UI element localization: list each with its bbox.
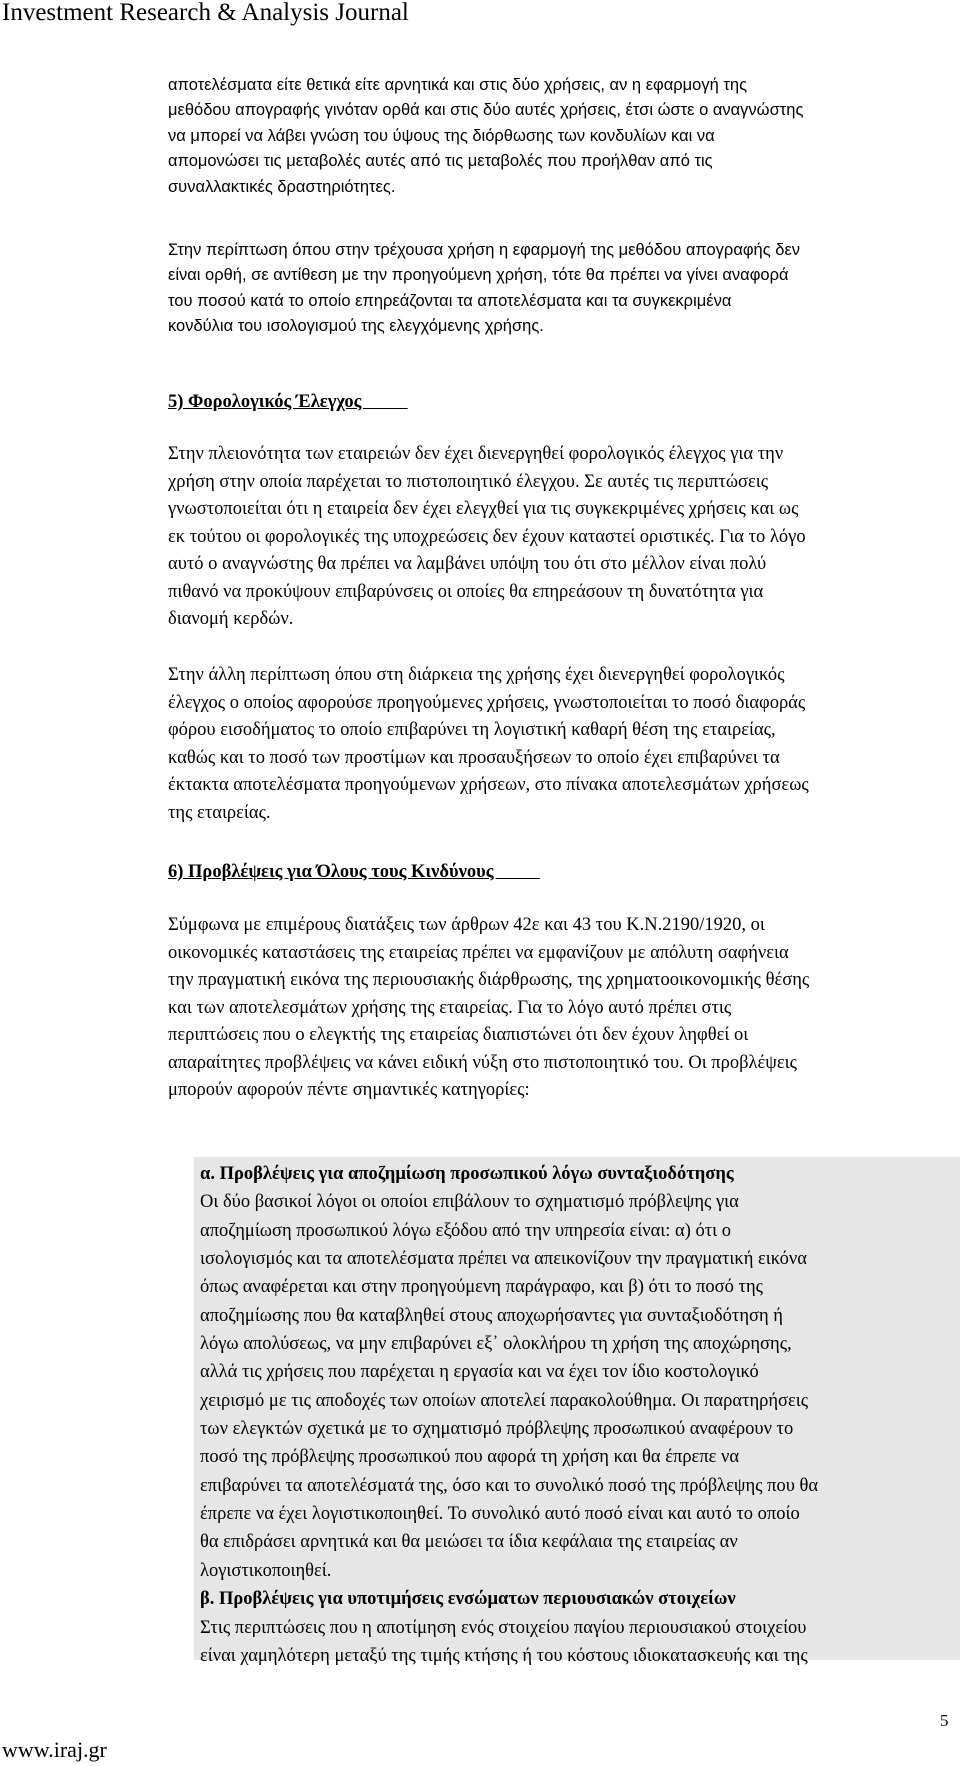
text-line: λόγω απολύσεως, να μην επιβαρύνει εξ᾽ ολοκλήρου τη χρήση της αποχώρησης, xyxy=(200,1334,792,1355)
text-line: την πραγματική εικόνα της περιουσιακής διάρθρωσης, της χρηματοοικονομικής θέσης xyxy=(168,970,810,990)
text-line: είναι ορθή, σε αντίθεση με την προηγούμενη χρήση, τότε θα πρέπει να γίνει αναφορά xyxy=(168,266,789,285)
text-line: Στις περιπτώσεις που η αποτίμηση ενός στοιχείου παγίου περιουσιακού στοιχείου xyxy=(200,1617,807,1638)
text-line: έπρεπε να έχει λογιστικοποιηθεί. Το συνολικό αυτό ποσό είναι και αυτό το οποίο xyxy=(200,1504,800,1525)
text-line: οικονομικές καταστάσεις της εταιρείας πρέπει να εμφανίζουν με απόλυτη σαφήνεια xyxy=(168,942,789,963)
text-line: χρήση στην οποία παρέχεται το πιστοποιητικό έλεγχου. Σε αυτές τις περιπτώσεις xyxy=(168,471,769,492)
paragraph-inventory-method xyxy=(168,238,800,340)
section-heading-tax-audit: 5) Φορολογικός Έλεγχος xyxy=(168,392,408,412)
text-line: απαραίτητες προβλέψεις να κάνει ειδική νύξη στο πιστοποιητικό του. Οι προβλέψεις xyxy=(168,1052,797,1073)
paragraph-provisions-law xyxy=(168,912,809,1105)
text-line: ισολογισμός και τα αποτελέσματα πρέπει να απεικονίζουν την πραγματική εικόνα xyxy=(200,1249,807,1270)
section-heading-provisions: 6) Προβλέψεις για Όλους τους Κινδύνους xyxy=(168,862,540,882)
text-line: Στην πλειονότητα των εταιρειών δεν έχει διενεργηθεί φορολογικός έλεγχος για την xyxy=(168,444,784,464)
text-line: έκτακτα αποτελέσματα προηγούμενων χρήσεων, στο πίνακα αποτελεσμάτων χρήσεως xyxy=(168,775,809,795)
text-line: είναι χαμηλότερη μεταξύ της τιμής κτήσης ή του κόστους ιδιοκατασκευής και της xyxy=(200,1645,808,1666)
subheading-asset-impairment: β. Προβλέψεις για υποτιμήσεις ενσώματων περιουσιακών στοιχείων xyxy=(200,1589,736,1610)
text-line: διανομή κερδών. xyxy=(168,609,294,629)
text-line: αυτό ο αναγνώστης θα πρέπει να λαμβάνει υπόψη του ότι στο μέλλον είναι πολύ xyxy=(168,554,767,574)
text-line: περιπτώσεις που ο ελεγκτής της εταιρείας διαπιστώνει ότι δεν έχουν ληφθεί οι xyxy=(168,1025,749,1045)
text-line: όπως αναφέρεται και στην προηγούμενη παράγραφο, και β) ότι το ποσό της xyxy=(200,1277,763,1298)
text-line: ποσό της πρόβλεψης προσωπικού που αφορά τη χρήση και θα έπρεπε να xyxy=(200,1447,740,1468)
site-url: www.iraj.gr xyxy=(2,1737,107,1762)
text-line: Στην άλλη περίπτωση όπου στη διάρκεια της χρήσης έχει διενεργηθεί φορολογικός xyxy=(168,665,785,685)
text-line: φόρου εισοδήματος το οποίο επιβαρύνει τη λογιστική καθαρή θέση της εταιρείας, xyxy=(168,720,776,740)
paragraph-tax-audit-unaudited xyxy=(168,441,806,634)
text-line: θα επιδράσει αρνητικά και θα μειώσει τα ίδια κεφάλαια της εταιρείας αν xyxy=(200,1532,738,1553)
text-line: έλεγχος ο οποίος αφορούσε προηγούμενες χρήσεις, γνωστοποιείται το ποσό διαφοράς xyxy=(168,692,806,713)
highlight-box-content xyxy=(200,1160,818,1670)
text-line: Οι δύο βασικοί λόγοι οι οποίοι επιβάλουν το σχηματισμό πρόβλεψης για xyxy=(200,1192,739,1213)
text-line: αποτελέσματα είτε θετικά είτε αρνητικά και στις δύο χρήσεις, αν η εφαρμογή της xyxy=(168,76,748,94)
text-line: λογιστικοποιηθεί. xyxy=(200,1560,332,1581)
text-line: μεθόδου απογραφής γινόταν ορθά και στις δύο αυτές χρήσεις, έτσι ώστε ο αναγνώστης xyxy=(168,101,804,120)
text-line: αποζημίωσης που θα καταβληθεί στους αποχωρήσαντες για συνταξιοδότηση ή xyxy=(200,1305,783,1326)
text-line: χειρισμό με τις αποδοχές των οποίων αποτελεί παρακολούθημα. Οι παρατηρήσεις xyxy=(200,1390,809,1411)
text-line: αποζημίωση προσωπικού λόγω εξόδου από την υπηρεσία είναι: α) ότι ο xyxy=(200,1220,732,1241)
text-line: απομονώσει τις μεταβολές αυτές από τις μεταβολές που προήλθαν από τις xyxy=(168,152,713,171)
text-line: αλλά τις χρήσεις που παρέχεται η εργασία και να έχει τον ίδιο κοστολογικό xyxy=(200,1362,759,1383)
text-line: Σύμφωνα με επιμέρους διατάξεις των άρθρων 42ε και 43 του Κ.Ν.2190/1920, οι xyxy=(168,915,765,935)
text-line: της εταιρείας. xyxy=(168,802,271,823)
journal-title: Investment Research & Analysis Journal xyxy=(2,0,409,26)
text-line: συναλλακτικές δραστηριότητες. xyxy=(168,177,396,196)
paragraph-method-results xyxy=(168,73,803,200)
paragraph-tax-audit-performed xyxy=(168,662,809,827)
text-line: Στην περίπτωση όπου στην τρέχουσα χρήση η εφαρμογή της μεθόδου απογραφής δεν xyxy=(168,241,801,259)
text-line: να μπορεί να λάβει γνώση του ύψους της διόρθωσης των κονδυλίων και να xyxy=(168,126,715,145)
text-line: των ελεγκτών σχετικά με το σχηματισμό πρόβλεψης προσωπικού αναφέρουν το xyxy=(200,1419,794,1440)
subheading-pension-provisions: α. Προβλέψεις για αποζημίωση προσωπικού λόγω συνταξιοδότησης xyxy=(200,1164,734,1184)
text-line: και των αποτελεσμάτων χρήσης της εταιρείας. Για το λόγο αυτό πρέπει στις xyxy=(168,997,732,1018)
text-line: του ποσού κατά το οποίο επηρεάζονται τα αποτελέσματα και τα συγκεκριμένα xyxy=(168,291,732,310)
text-line: καθώς και το ποσό των προστίμων και προσαυξήσεων το οποίο έχει επιβαρύνει τα xyxy=(168,747,780,768)
text-line: εκ τούτου οι φορολογικές της υποχρεώσεις δεν έχουν καταστεί οριστικές. Για το λόγο xyxy=(168,526,806,547)
text-line: γνωστοποιείται ότι η εταιρεία δεν έχει ελεγχθεί για τις συγκεκριμένες χρήσεις και ως xyxy=(168,499,799,519)
text-line: κονδύλια του ισολογισμού της ελεγχόμενης χρήσης. xyxy=(168,317,544,336)
page-number: 5 xyxy=(940,1711,949,1730)
text-line: πιθανό να προκύψουν επιβαρύνσεις οι οποίες θα επηρεάσουν τη δυνατότητα για xyxy=(168,581,764,602)
text-line: μπορούν αφορούν πέντε σημαντικές κατηγορίες: xyxy=(168,1080,530,1100)
text-line: επιβαρύνει τα αποτελέσματά της, όσο και το συνολικό ποσό της πρόβλεψης που θα xyxy=(200,1475,819,1496)
